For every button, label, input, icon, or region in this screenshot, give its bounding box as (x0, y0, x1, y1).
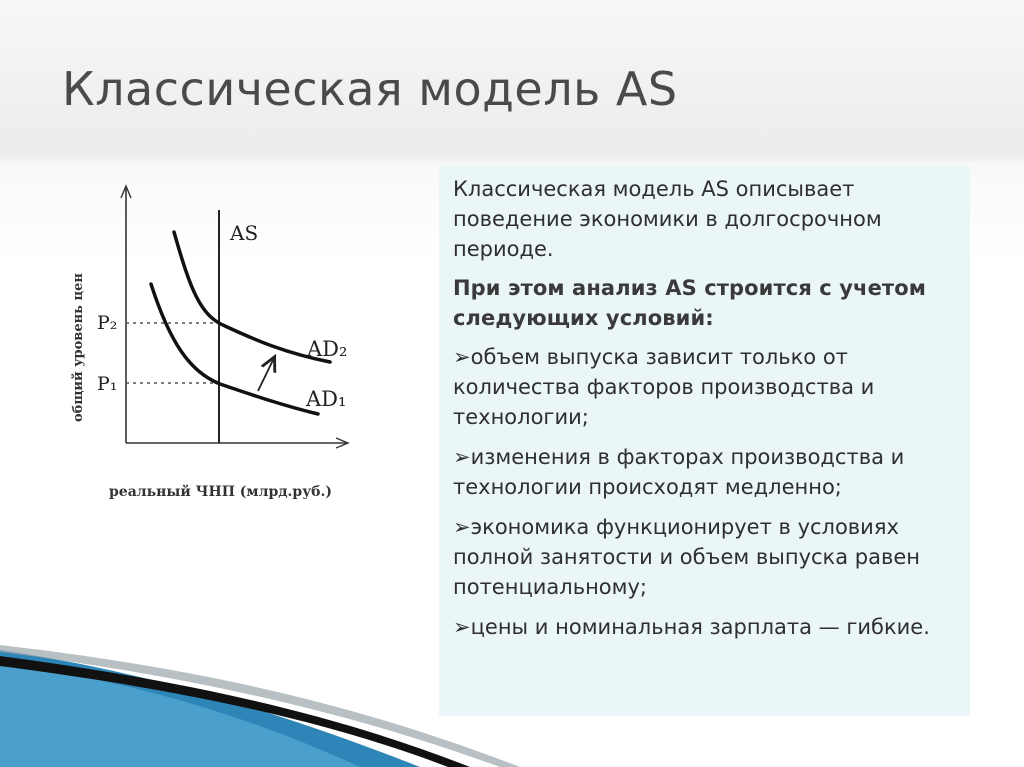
condition-item (453, 612, 956, 642)
condition-item (453, 442, 956, 502)
x-axis-title: реальный ЧНП (млрд.руб.) (109, 484, 333, 500)
wave-light-band (0, 662, 360, 767)
wave-black-stroke (0, 656, 470, 767)
condition-text: цены и номинальная зарплата — гибкие. (470, 615, 930, 639)
arrow-bullet-icon: ➢ (453, 615, 471, 639)
condition-text: экономика функционирует в условиях полной занятости и объем выпуска равен потенциальному; (453, 515, 920, 599)
condition-item (453, 342, 956, 432)
shift-arrow (258, 360, 273, 391)
slide-title: Классическая модель AS (62, 62, 678, 116)
p1-label: P₁ (97, 373, 118, 395)
y-axis-title: общий уровень цен (71, 273, 86, 422)
as-label: AS (230, 221, 259, 245)
conditions-list (453, 342, 956, 642)
conditions-heading: При этом анализ AS строится с учетом следующих условий: (453, 276, 926, 330)
ad2-label: AD₂ (307, 337, 348, 361)
chart-svg (60, 178, 370, 508)
arrow-bullet-icon: ➢ (453, 345, 471, 369)
p2-label: P₂ (97, 312, 118, 334)
description-panel (439, 166, 970, 716)
arrow-bullet-icon: ➢ (453, 515, 471, 539)
arrow-bullet-icon: ➢ (453, 445, 471, 469)
intro-rest: описывает поведение экономики в долгосрочном периоде. (453, 177, 882, 261)
intro-lead: Классическая модель AS (453, 177, 729, 201)
intro-paragraph (453, 174, 956, 264)
condition-text: изменения в факторах производства и технологии происходят медленно; (453, 445, 905, 499)
ad1-curve (151, 284, 318, 414)
wave-blue-band (0, 650, 420, 767)
condition-text: объем выпуска зависит только от количества факторов производства и технологии; (453, 345, 875, 429)
as-ad-chart (60, 178, 370, 508)
ad1-label: AD₁ (306, 387, 347, 411)
condition-item (453, 512, 956, 602)
